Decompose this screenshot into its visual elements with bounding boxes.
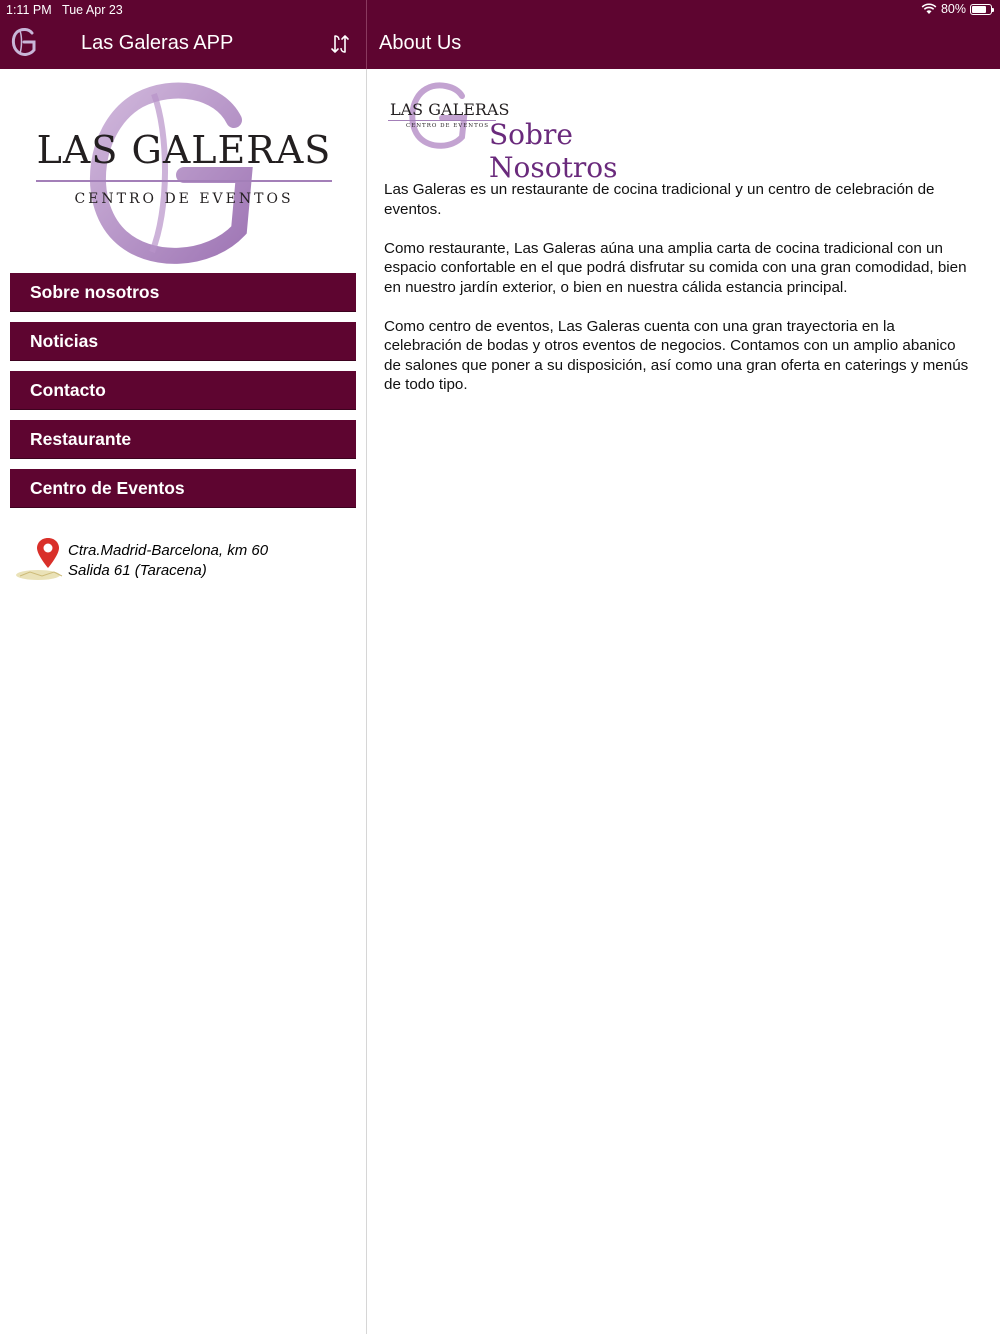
swap-icon[interactable] (328, 32, 352, 56)
battery-percent: 80% (940, 2, 966, 16)
menu-item-centro-de-eventos[interactable]: Centro de Eventos (10, 469, 356, 508)
header-divider (366, 0, 367, 69)
logo-g-emblem (34, 80, 334, 264)
sidebar-menu (10, 273, 356, 518)
detail-heading: Sobre Nosotros (489, 118, 618, 184)
menu-item-sobre-nosotros[interactable]: Sobre nosotros (10, 273, 356, 312)
wifi-icon (921, 3, 937, 15)
app-logo-icon[interactable] (10, 27, 38, 57)
address-line-2: Salida 61 (Taracena) (68, 562, 207, 579)
app-title: Las Galeras APP (81, 32, 234, 54)
brand-rule (36, 180, 332, 182)
about-paragraph-2: Como restaurante, Las Galeras aúna una amplia carta de cocina tradicional con un espacio confortable en el que podrá disfrutar su comida con una gran comodidad, bien en nuestro jardín exterior, o bien en nuestra cálida estancia principal. (384, 239, 967, 296)
status-indicators (921, 2, 992, 16)
brand-name: LAS GALERAS (36, 128, 332, 172)
detail-logo-name: LAS GALERAS (390, 100, 510, 119)
map-pin-icon (14, 536, 66, 584)
menu-item-restaurante[interactable]: Restaurante (10, 420, 356, 459)
top-bar (0, 0, 1000, 69)
detail-logo-rule (388, 120, 496, 121)
detail-title: About Us (379, 32, 462, 54)
brand-subtitle: CENTRO DE EVENTOS (74, 191, 294, 207)
split-divider (366, 69, 367, 1334)
address-text (68, 541, 268, 581)
detail-logo-subtitle: CENTRO DE EVENTOS (406, 123, 490, 129)
about-paragraph-3: Como centro de eventos, Las Galeras cuenta con una gran trayectoria en la celebración de bodas y otros eventos de negocios. Contamos con un amplio abanico de salones que poner a su disposición, así como una gran oferta en caterings y menús de todo tipo. (384, 317, 969, 393)
detail-logo (386, 82, 676, 184)
address-link[interactable] (14, 536, 354, 586)
brand-logo (34, 80, 334, 264)
battery-icon (970, 4, 992, 15)
status-time: 1:11 PM Tue Apr 23 (6, 3, 123, 17)
about-content (384, 180, 974, 414)
menu-item-contacto[interactable]: Contacto (10, 371, 356, 410)
about-paragraph-1: Las Galeras es un restaurante de cocina tradicional y un centro de celebración de eventos. (384, 181, 935, 218)
menu-item-noticias[interactable]: Noticias (10, 322, 356, 361)
address-line-1: Ctra.Madrid-Barcelona, km 60 (68, 542, 269, 559)
